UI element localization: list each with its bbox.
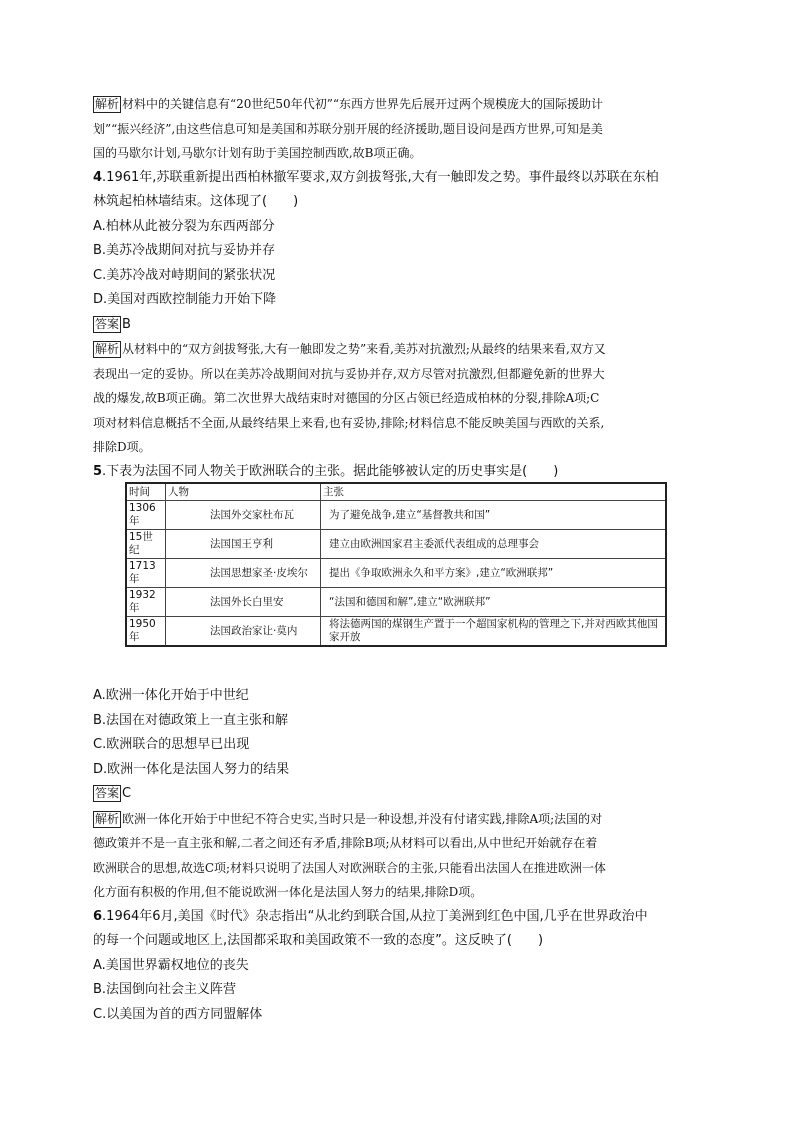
table-cell: 建立由欧洲国家君主委派代表组成的总理事会 [321,530,667,559]
analysis-line: 排除D项。 [93,440,151,454]
table-cell: 法国外交家杜布瓦 [166,501,321,530]
table-cell: 将法德两国的煤钢生产置于一个超国家机构的管理之下,并对西欧其他国家开放 [321,617,667,647]
table-cell: 法国思想家圣·皮埃尔 [166,559,321,588]
table-header: 人物 [166,483,321,501]
claims-table [125,482,667,647]
answer-tag: 答案 [95,786,120,800]
table-row [126,588,666,617]
option-b: B.美苏冷战期间对抗与妥协并存 [93,243,276,258]
option-c: C.以美国为首的西方同盟解体 [93,1006,263,1022]
table-cell: “法国和德国和解”,建立“欧洲联邦” [321,588,667,617]
answer-line: 答案 B [95,316,131,332]
analysis-line: 项对材料信息概括不全面,从最终结果上来看,也有妥协,排除;材料信息不能反映美国与西欧的关系, [93,415,605,430]
analysis-paragraph: 解析 材料中的关键信息有“20世纪50年代初”“东西方世界先后展开过两个规模庞大的国际援助计 [95,97,603,111]
table-cell: 为了避免战争,建立“基督教共和国” [321,501,667,530]
table-cell: 法国政治家让·莫内 [166,617,321,647]
table-row [126,559,666,588]
option-a: A.美国世界霸权地位的丧失 [93,957,249,973]
option-a: A.欧洲一体化开始于中世纪 [93,688,249,703]
analysis-tag: 解析 [95,97,120,111]
table-cell: 15世纪 [126,530,166,559]
table-cell: 1932年 [126,588,166,617]
document-page-lower [93,684,698,1027]
table-header-row [126,483,666,501]
answer-line: 答案 C [95,786,132,801]
table-cell: 1713年 [126,559,166,588]
analysis-line: 德政策并不是一直主张和解,二者之间还有矛盾,排除B项;从材料可以看出,从中世纪开始就存在着 [93,836,598,850]
table-row [126,530,666,559]
analysis-tag: 解析 [95,811,120,826]
analysis-line: 战的爆发,故B项正确。第二次世界大战结束时对德国的分区占领已经造成柏林的分裂,排除A项;C [93,391,600,405]
table-cell: 1950年 [126,617,166,647]
table-cell: 法国外长白里安 [166,588,321,617]
table-header: 时间 [126,483,166,501]
analysis-line: 表现出一定的妥协。所以在美苏冷战期间对抗与妥协并存,双方尽管对抗激烈,但都避免新的世界大 [93,366,605,381]
table-cell: 提出《争取欧洲永久和平方案》,建立“欧洲联邦” [321,559,667,588]
question-4-stem-line: 林筑起柏林墙结束。这体现了( ) [93,194,299,209]
analysis-line: 国的马歇尔计划,马歇尔计划有助于美国控制西欧,故B项正确。 [93,146,422,160]
analysis-tag: 解析 [95,342,120,356]
table-cell: 1306年 [126,501,166,530]
document-page [93,92,698,484]
analysis-paragraph: 解析 从材料中的“双方剑拔弩张,大有一触即发之势”来看,美苏对抗激烈;从最终的结果来看,双方又 [95,342,606,356]
table-cell: 法国国王亨利 [166,530,321,559]
table-row [126,501,666,530]
answer-tag: 答案 [95,316,120,331]
option-c: C.欧洲联合的思想早已出现 [93,737,250,752]
option-d: D.欧洲一体化是法国人努力的结果 [93,761,290,777]
question-4-stem: 4.1961年,苏联重新提出西柏林撤军要求,双方剑拔弩张,大有一触即发之势。事件最终以苏联在东柏 [93,169,659,185]
analysis-line: 化方面有积极的作用,但不能说欧洲一体化是法国人努力的结果,排除D项。 [93,885,483,899]
analysis-line: 划”“振兴经济”,由这些信息可知是美国和苏联分别开展的经济援助,题目设问是西方世界,可知是美 [93,121,603,136]
question-6-stem: 6.1964年6月,美国《时代》杂志指出“从北约到联合国,从拉丁美洲到红色中国,几乎在世界政治中 [93,908,648,924]
option-d: D.美国对西欧控制能力开始下降 [93,292,277,307]
question-5-stem: 5.下表为法国不同人物关于欧洲联合的主张。据此能够被认定的历史事实是( ) [93,463,559,479]
analysis-paragraph: 解析 欧洲一体化开始于中世纪不符合史实,当时只是一种设想,并没有付诸实践,排除A项;法国的对 [95,811,603,826]
option-a: A.柏林从此被分裂为东西两部分 [93,218,275,234]
analysis-line: 欧洲联合的思想,故选C项;材料只说明了法国人对欧洲联合的主张,只能看出法国人在推进欧洲一体 [93,860,606,875]
option-b: B.法国在对德政策上一直主张和解 [93,712,289,728]
question-6-stem-line: 的每一个问题或地区上,法国都采取和美国政策不一致的态度”。这反映了( ) [93,933,544,948]
table-header: 主张 [321,483,667,501]
option-b: B.法国倒向社会主义阵营 [93,982,237,997]
table-row [126,617,666,647]
option-c: C.美苏冷战对峙期间的紧张状况 [93,267,276,283]
